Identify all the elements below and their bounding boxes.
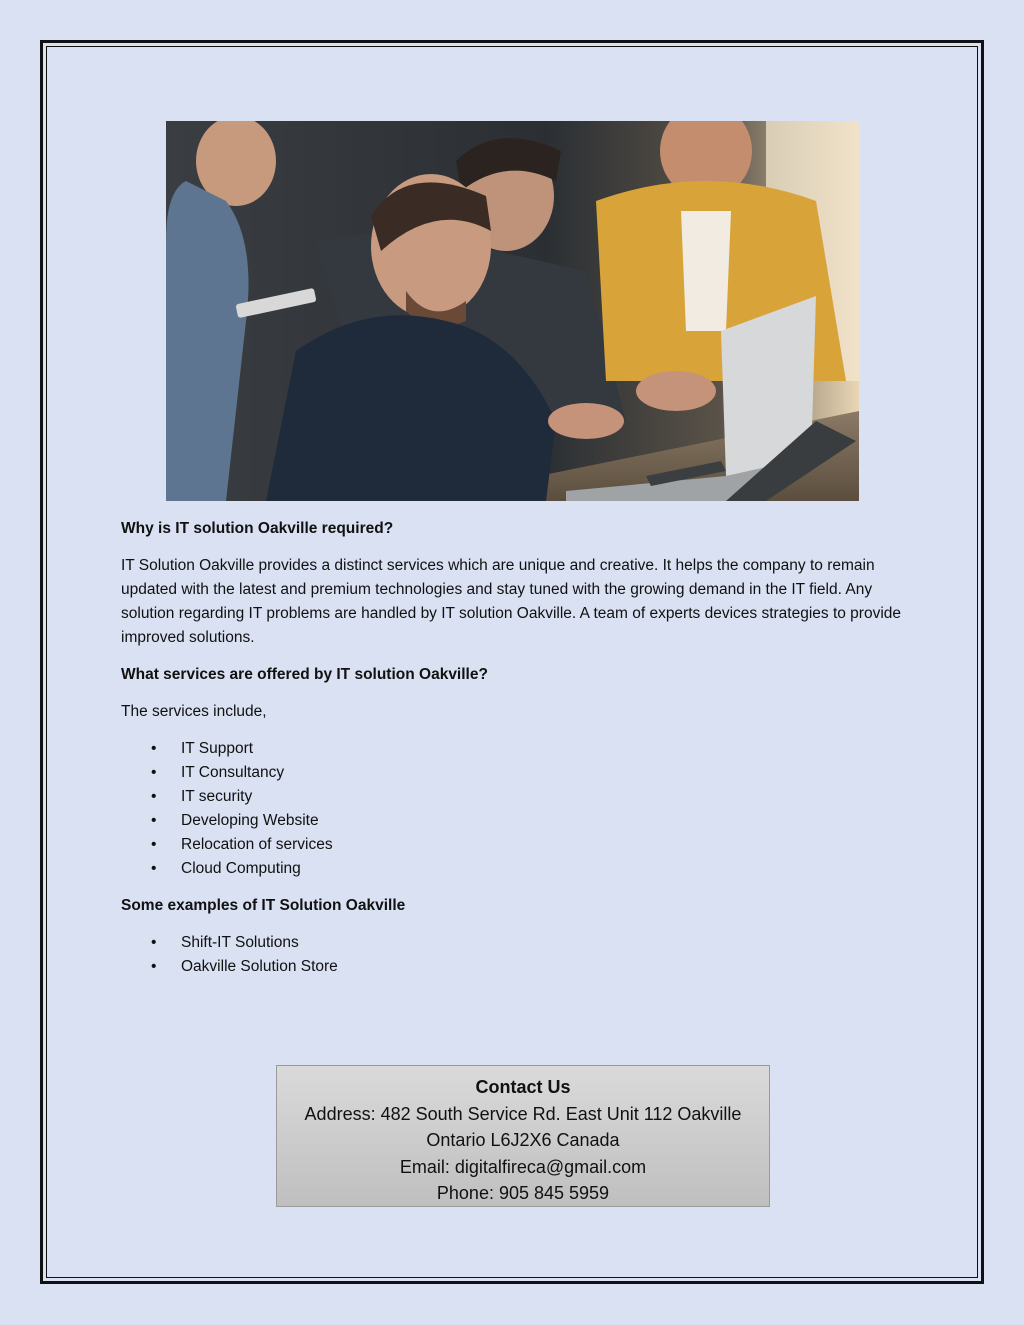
bullet-icon: • — [151, 958, 157, 975]
list-item-label: IT Support — [181, 740, 254, 757]
list-item-label: Cloud Computing — [181, 860, 301, 877]
bullet-icon: • — [151, 812, 157, 829]
bullet-icon: • — [151, 934, 157, 951]
bullet-icon: • — [151, 740, 157, 757]
contact-title: Contact Us — [475, 1077, 571, 1097]
heading-examples: Some examples of IT Solution Oakville — [121, 897, 406, 914]
list-item — [121, 761, 911, 785]
list-item-label: Oakville Solution Store — [181, 958, 338, 975]
services-intro: The services include, — [121, 703, 267, 720]
bullet-icon: • — [151, 860, 157, 877]
list-item — [121, 857, 911, 881]
bullet-icon: • — [151, 764, 157, 781]
examples-list — [121, 931, 911, 979]
contact-address-line2: Ontario L6J2X6 Canada — [426, 1130, 620, 1150]
list-item-label: Relocation of services — [181, 836, 333, 853]
intro-paragraph: IT Solution Oakville provides a distinct services which are unique and creative. It helps the company to remain updated with the latest and premium technologies and stay tuned with the growing demand in the IT field. Any solution regarding IT problems are handled by IT solution Oakville. A team of experts devices strategies to provide improved solutions. — [121, 557, 902, 646]
contact-email[interactable]: Email: digitalfireca@gmail.com — [399, 1156, 647, 1177]
services-list — [121, 737, 911, 881]
list-item — [121, 785, 911, 809]
list-item-label: Developing Website — [181, 812, 319, 829]
list-item — [121, 833, 911, 857]
contact-box — [276, 1065, 770, 1207]
bullet-icon: • — [151, 836, 157, 853]
main-content — [121, 517, 911, 992]
list-item — [121, 737, 911, 761]
list-item — [121, 955, 911, 979]
heading-services-offered: What services are offered by IT solution Oakville? — [121, 666, 488, 683]
contact-address-line1: Address: 482 South Service Rd. East Unit 112 Oakville — [304, 1103, 742, 1124]
list-item-label: Shift-IT Solutions — [181, 934, 299, 951]
list-item — [121, 931, 911, 955]
bullet-icon: • — [151, 788, 157, 805]
team-laptop-photo — [166, 121, 859, 501]
list-item-label: IT Consultancy — [181, 764, 285, 781]
list-item — [121, 809, 911, 833]
heading-why-required: Why is IT solution Oakville required? — [121, 520, 394, 537]
contact-phone: Phone: 905 845 5959 — [436, 1183, 610, 1203]
list-item-label: IT security — [181, 788, 253, 805]
